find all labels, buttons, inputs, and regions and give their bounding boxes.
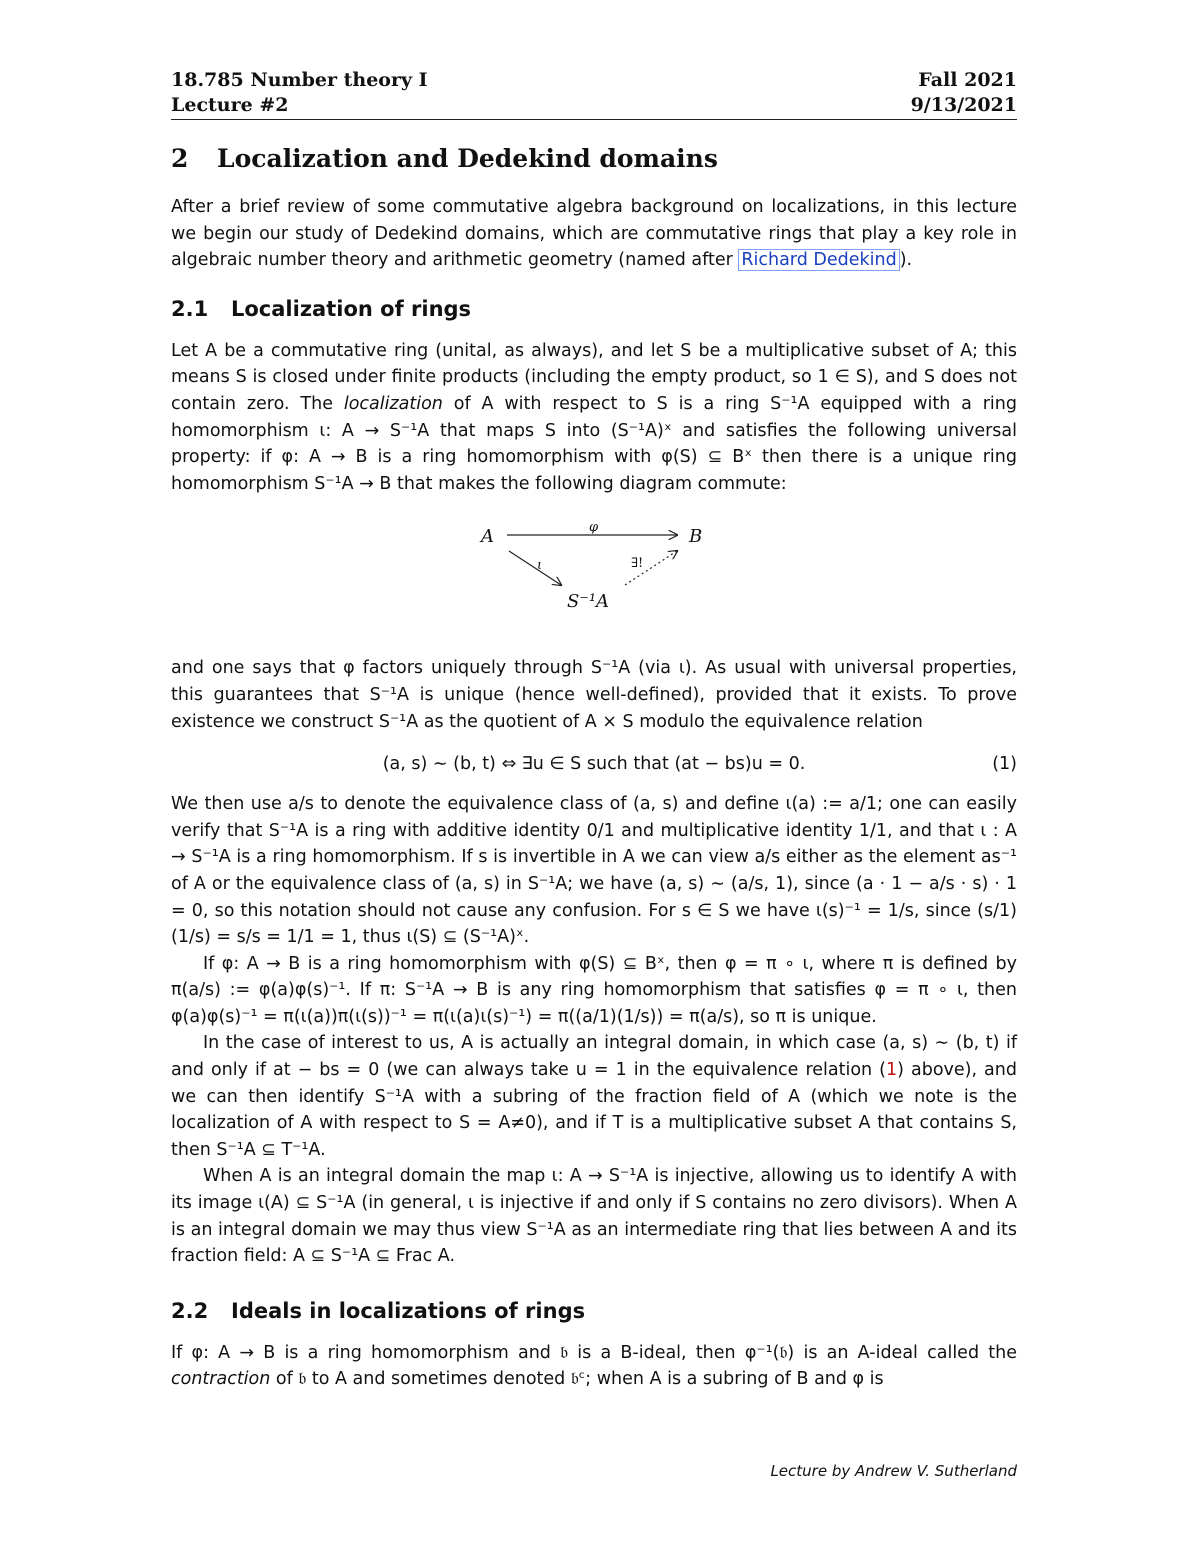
localization-definition-paragraph: Let A be a commutative ring (unital, as always), and let S be a multiplicative subset of A; this means S is closed under finite products (including the empty product, so 1 ∈ S), and S does not contain zero. The localization of A with respect to S is a ring S⁻¹A equipped with a ring homomorphism ι: A → S⁻¹A that maps S into (S⁻¹A)ˣ and satisfies the following universal property: if φ: A → B is a ring homomorphism with φ(S) ⊆ Bˣ then there is a unique ring homomorphism S⁻¹A → B that makes the following diagram commute: [171,340,1017,494]
equation-1 [171,745,1017,785]
equation-ref-link[interactable]: 1 [886,1060,898,1081]
header-row-1 [171,68,1017,93]
integral-domain-paragraph: In the case of interest to us, A is actually an integral domain, in which case (a, s) ∼ (b, t) if and only if at − bs = 0 (we can always take u = 1 in the equivalence relation (1) above), and we can then identify S⁻¹A with a subring of the fraction field of A (which we note is the localization of A with respect to S = A≠0), and if T is a multiplicative subset A that contains S, then S⁻¹A ⊆ T⁻¹A. [171,1033,1017,1160]
iota-arrow [509,551,561,585]
subsection-number: 2.2 [171,1298,209,1323]
intro-paragraph: After a brief review of some commutative algebra background on localizations, in this lecture we begin our study of Dedekind domains, which are commutative rings that play a key role in algebraic number theory and arithmetic geometry (named after Richard Dedekind ). [171,197,1017,271]
injective-map-paragraph: When A is an integral domain the map ι: A → S⁻¹A is injective, allowing us to identify A with its image ι(A) ⊆ S⁻¹A (in general, ι is injective if and only if S contains no zero divisors). When A is an integral domain we may thus view S⁻¹A as an intermediate ring that lies between A and its fraction field: A ⊆ S⁻¹A ⊆ Frac A. [171,1166,1017,1267]
section-number: 2 [171,144,189,173]
diagram-node-b: B [689,526,703,548]
lecture-date: 9/13/2021 [910,94,1017,116]
equivalence-relation-equation: (a, s) ∼ (b, t) ⇔ ∃u ∈ S such that (at − bs)u = 0. [382,754,806,775]
header-row-2 [171,93,1017,118]
homomorphism-paragraph: If φ: A → B is a ring homomorphism with φ(S) ⊆ Bˣ, then φ = π ∘ ι, where π is defined by π(a/s) := φ(a)φ(s)⁻¹. If π: S⁻¹A → B is any ring homomorphism that satisfies φ = π ∘ ι, then φ(a)φ(s)⁻¹ = π(ι(a))π(ι(s))⁻¹ = π(ι(a)ι(s)⁻¹) = π((a/1)(1/s)) = π(a/s), so π is unique. [171,953,1017,1027]
body-text [171,194,1017,1393]
subsection-heading-2-2 [171,1296,1017,1326]
page [171,68,1017,1393]
diagram-node-a: A [481,526,494,548]
section-title: Localization and Dedekind domains [217,144,718,173]
subsection-number: 2.1 [171,296,209,321]
header-rule [171,119,1017,120]
phi-label: φ [589,520,599,536]
universal-property-paragraph: and one says that φ factors uniquely through S⁻¹A (via ι). As usual with universal properties, this guarantees that S⁻¹A is unique (hence well-defined), provided that it exists. To prove existence we construct S⁻¹A as the quotient of A × S modulo the equivalence relation [171,658,1017,732]
contraction-paragraph: If φ: A → B is a ring homomorphism and 𝔟 is a B-ideal, then φ⁻¹(𝔟) is an A-ideal called the contraction of 𝔟 to A and sometimes denoted 𝔟ᶜ; when A is a subring of B and φ is [171,1342,1017,1390]
subsection-heading-2-1 [171,294,1017,324]
diagram-node-localization: S⁻¹A [567,591,610,613]
section-heading [171,142,1017,176]
term: Fall 2021 [918,69,1017,91]
commutative-diagram [171,505,1017,655]
unique-existence-label: ∃! [631,556,644,572]
footer-credit: Lecture by Andrew V. Sutherland [770,1462,1017,1480]
lecture-number: Lecture #2 [171,94,289,116]
equivalence-class-paragraph: We then use a/s to denote the equivalence class of (a, s) and define ι(a) := a/1; one can easily verify that S⁻¹A is a ring with additive identity 0/1 and multiplicative identity 1/1, and that ι : A → S⁻¹A is a ring homomorphism. If s is invertible in A we can view a/s either as the element as⁻¹ of A or the equivalence class of (a, s) in S⁻¹A; we have (a, s) ∼ (a/s, 1), since (a · 1 − a/s · s) · 1 = 0, so this notation should not cause any confusion. For s ∈ S we have ι(s)⁻¹ = 1/s, since (s/1)(1/s) = s/s = 1/1 = 1, thus ι(S) ⊆ (S⁻¹A)ˣ. [171,794,1017,948]
iota-label: ι [537,558,543,574]
subsection-title: Localization of rings [231,296,472,321]
course-title: 18.785 Number theory I [171,69,428,91]
equation-tag: (1) [992,754,1017,775]
richard-dedekind-link[interactable]: Richard Dedekind [738,249,899,271]
subsection-title: Ideals in localizations of rings [231,1298,586,1323]
